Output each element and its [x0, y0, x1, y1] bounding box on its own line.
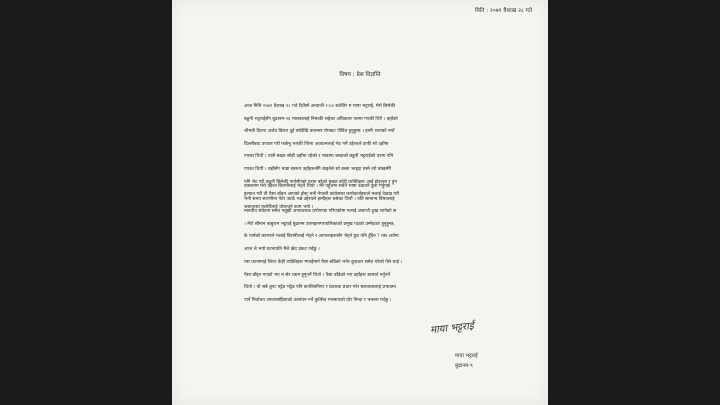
- paragraph-3: [244, 257, 524, 307]
- letter-date: मिति : २०७९ वैशाख २८ गते: [475, 8, 532, 14]
- handwritten-signature: माया भट्टराई: [429, 320, 475, 337]
- paragraph-line: पार्ने निर्वाचन आचारसंहिताको उल्लंघन गर्ने कुत्सित मनसायको घोर निन्दा र भत्सना गर्दछु ।: [244, 297, 392, 303]
- signer-name: माया भट्टराई: [455, 353, 478, 359]
- paragraph-line: यस घटनामाई लिएर केही व्यक्तिहरू मपाईमाने पैसा बाँडेको भनेर कुप्रचार समेत गरेको पैसे थाई ।: [244, 260, 403, 265]
- paragraph-2: [244, 181, 524, 257]
- paragraph-line: मानवीय संवेदना समेत नबुझी अनावश्यक प्रपोगण्डा गरिएकोमा मलाई असाध्यै दुःख लागेको छ: [244, 209, 397, 215]
- paragraph-line: जबरजस्त फ्लोरीलाई थोलाउने काम भयो ।: [244, 204, 314, 210]
- paragraph-line: आज ले भयो घटनाप्रति मैले खेद प्रकट गर्दछु ।: [244, 246, 320, 252]
- paragraph-line: श्रीमती दिल्या अर्जत बिरात दुई वर्षदेखि क्यान्सर रोगबाट पीडित हुनुहुन्छ । हामी भाराको नयाँ: [244, 129, 395, 135]
- paragraph-line: के पार्नको कारणले मलाई बिरामीलाई भेट्ने र आफन्तहरूसँग भेट्ने छुट पनि हुँदैन ? यस अर्थमा: [244, 234, 399, 240]
- paragraph-line: आज मिति २०७९ वैशाख २८ गते दिउँसो अन्दाजी २:०० बजेतिर म माया भट्टराई, मेरो छिमेकी: [244, 104, 395, 109]
- paragraph-line: बढुनी भट्टराईसँग बुढानम-९६ मालबालाई निमाकी सहेका अघिकतर फरमा गएकी थिएँ । बहाँको: [244, 116, 398, 122]
- paragraph-line: भनी समय सारणीमा नेटेर जाऊँ भन्ने उद्देश्यले हामीहरू बसेका थियौं । यति सामान्य विषयलाई: [244, 196, 395, 202]
- paragraph-line: । मेरो श्रीमान बाबुराम भट्टराई बुढानम उपमहानगरपालिकाको प्रमुख पदको उम्मेदवार हुनुहुन्छ,: [244, 221, 395, 227]
- letter-subject: विषय : प्रेस विज्ञप्ति: [339, 72, 381, 78]
- paragraph-line: पनि भेट गरी बढुनी छिमेकी पार्नसँगको घरमा बरेको बखत कोरी व्यक्तिहरू आई होहल्ला र हुन: [244, 179, 397, 185]
- left-letterbox: [0, 0, 172, 405]
- paragraph-line: पैसा बाँड्न गएको भए म सेर रकम हुनुपर्ने थियो । पैसा बाँडेको भए उहाँहरू डरमार्त गर्नुपर्ने: [244, 272, 391, 278]
- paragraph-line: वास्तवमा मेरो उद्देश्य बिरामीलाई भेट्ने थियो । मेरै पहुँचमा सर्वत्रै भाषा उठाउने कुरा गर्नुपर्छ: [244, 184, 390, 189]
- paragraph-line: दिल्लीबाट उपचार गरी फर्कनु भएकी त्यिना अवयत्नलाई भेट गर्ने उद्देश्यले टाफी सो उहाँमा: [244, 141, 389, 147]
- signer-address: बुढानम-९: [455, 363, 473, 369]
- paragraph-line: थियो । यो सबै कुरा भट्टेड भट्टेड पनि कर्पोरेसनिएर र प्रचारक प्रचार गरेर बलवालालाई प्रभावमा: [244, 285, 396, 291]
- letter-page: [172, 0, 548, 405]
- paragraph-line: गएका थियौं । त्यसै बखत सोही उहाँमा रहेको र भाडामा बस्दाको बढुनी भट्टराईको घरमा पनि: [244, 154, 394, 160]
- paragraph-line: गएका थियौं । वहाँसँग भाडा स्वरूप उहाँहरूसँगै बाड्नेले सो बस्ता भाड्दा वस्ने त्यो बाखसँगै: [244, 166, 392, 172]
- right-letterbox: [548, 0, 720, 405]
- paragraph-line: हुल्यात गरी ती पैसा बाँडन आएको होस् भनी नेपाली कांग्रेसका कार्यकर्ताहरूले मलाई देखाइ गरी: [244, 192, 400, 198]
